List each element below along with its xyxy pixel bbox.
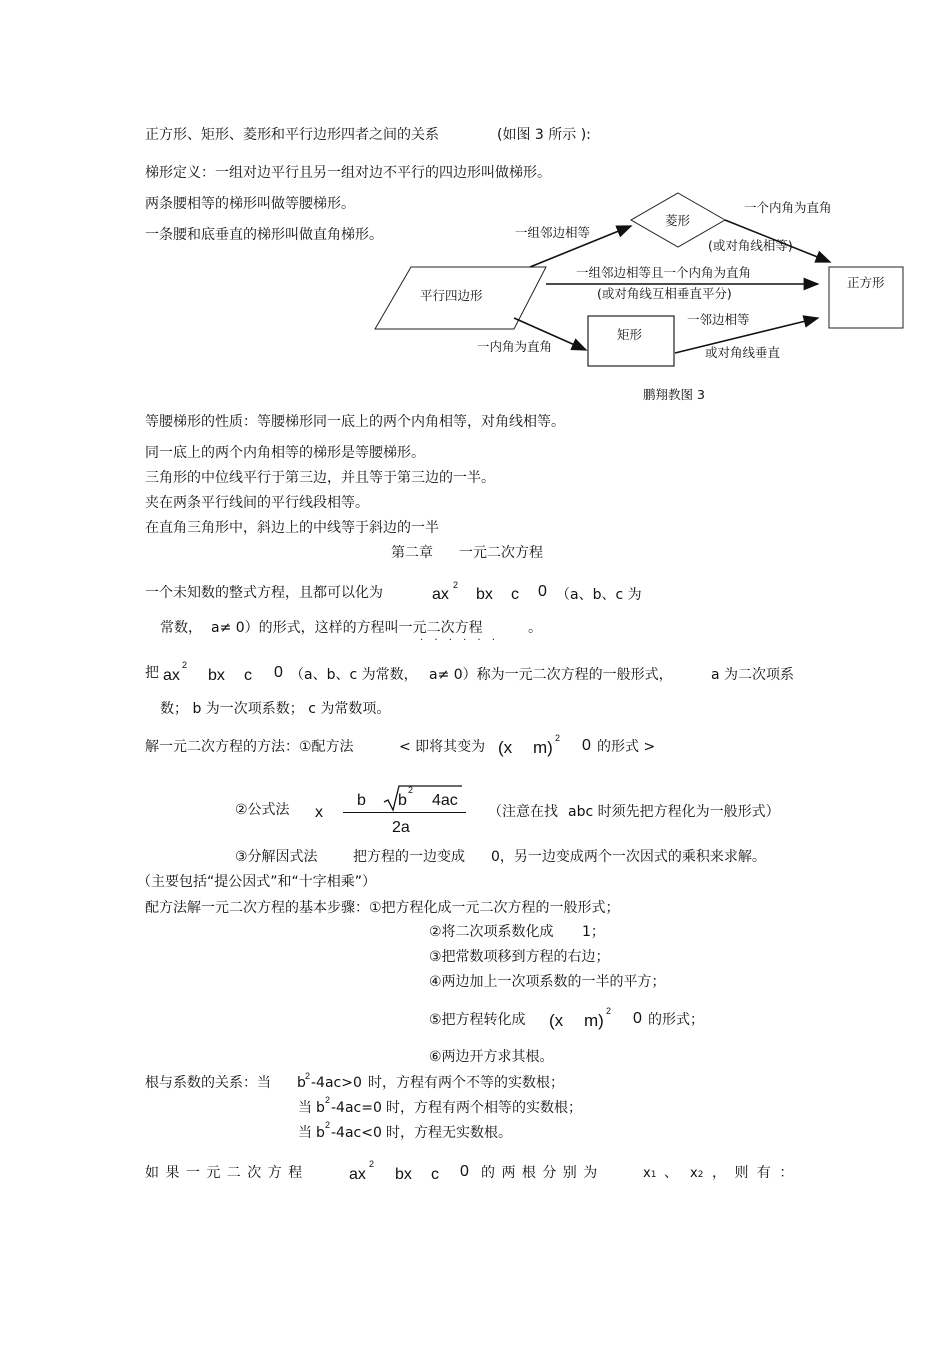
steps-lead: 配方法解一元二次方程的基本步骤：①把方程化成一元二次方程的一般形式；: [145, 900, 620, 916]
case1-b: b: [297, 1075, 306, 1091]
edge-label-p-square: 一组邻边相等且一个内角为直角: [576, 265, 752, 280]
method1-x: (x: [498, 738, 513, 757]
relation-title: 正方形、矩形、菱形和平行边形四者之间的关系: [145, 127, 439, 143]
general-form-eq-ax: ax: [163, 667, 180, 684]
general-form-eq-c: c: [244, 667, 252, 684]
step-5-x: (x: [549, 1011, 564, 1030]
method1-note: < 即将其变为: [399, 739, 486, 755]
case3-expr: -4ac<0: [331, 1125, 382, 1141]
property-4: 夹在两条平行线间的平行线段相等。: [145, 495, 369, 511]
step-5: ⑤把方程转化成: [429, 1012, 526, 1028]
method3-note: （主要包括“提公因式”和“十字相乘”）: [137, 874, 377, 890]
formula-denominator: 2a: [392, 819, 410, 836]
case1-text: 时，方程有两个不等的实数根；: [368, 1075, 564, 1091]
vieta-x1-var: x: [643, 1166, 651, 1181]
edge-label-rhombus-square-alt: (或对角线相等): [708, 238, 793, 253]
vieta-mid: 的 两 根 分 别 为: [481, 1165, 599, 1181]
step-4: ④两边加上一次项系数的一半的平方；: [429, 974, 666, 990]
edge-label-rectangle-square: 一邻边相等: [687, 312, 750, 327]
method1-zero: 0: [582, 737, 591, 754]
formula-b2: b: [398, 792, 407, 809]
method1-end: 的形式 >: [597, 739, 656, 755]
vieta-sep: 、: [664, 1165, 678, 1181]
case2-b: b: [316, 1100, 325, 1116]
vieta-eq-zero: 0: [460, 1163, 469, 1180]
rectangle-label: 矩形: [617, 327, 643, 342]
case2-text: 时，方程有两个相等的实数根；: [386, 1100, 582, 1116]
definition-eq-zero: 0: [538, 583, 547, 600]
vieta-eq-sq: 2: [369, 1159, 375, 1169]
formula-b: b: [357, 792, 366, 809]
method2-label: ②公式法: [235, 802, 290, 818]
general-form-eq-bx: bx: [208, 667, 225, 684]
vieta-lead: 如 果 一 元 二 次 方 程: [145, 1165, 304, 1181]
general-form-desc2: a≠ 0）称为一元二次方程的一般形式，: [429, 667, 673, 683]
property-1: 等腰梯形的性质：等腰梯形同一底上的两个内角相等，对角线相等。: [145, 414, 565, 430]
quadrilateral-relation-diagram: [0, 0, 950, 420]
case3-text: 时，方程无实数根。: [386, 1125, 512, 1141]
chapter-title: 一元二次方程: [459, 545, 543, 561]
method3-label: ③分解因式法: [235, 849, 318, 865]
definition-eq-ax: ax: [432, 586, 449, 603]
definition-eq-bx: bx: [476, 586, 493, 603]
vieta-x2-sub: 2: [697, 1170, 704, 1180]
definition-eq-c: c: [511, 586, 519, 603]
emphasis-dots: · · · · · ·: [420, 635, 499, 646]
formula-4ac: 4ac: [432, 792, 458, 809]
case1-sq: 2: [305, 1071, 311, 1081]
step-6: ⑥两边开方求其根。: [429, 1049, 554, 1065]
edge-label-rhombus-square: 一个内角为直角: [744, 200, 832, 215]
general-form-lead: 把: [145, 665, 159, 681]
method1-m: m): [533, 738, 553, 757]
edge-label-p-rhombus: 一组邻边相等: [515, 225, 591, 240]
step-5-sq: 2: [606, 1006, 612, 1016]
method2-note: （注意在找: [488, 804, 558, 820]
vieta-eq-bx: bx: [395, 1166, 412, 1183]
step-3: ③把常数项移到方程的右边；: [429, 949, 610, 965]
edge-label-rectangle-square-alt: 或对角线垂直: [705, 345, 781, 360]
definition-lead: 一个未知数的整式方程，且都可以化为: [145, 585, 383, 601]
case3-b: b: [316, 1125, 325, 1141]
square-label: 正方形: [847, 275, 885, 290]
formula-sq: 2: [408, 785, 414, 795]
method3-text2: 0，另一边变成两个一次因式的乘积来求解。: [491, 849, 766, 865]
step-2: ②将二次项系数化成: [429, 924, 554, 940]
step-5-zero: 0: [633, 1010, 642, 1027]
general-form-desc3: a 为二次项系: [711, 667, 795, 683]
case2-sq: 2: [325, 1095, 331, 1105]
property-2: 同一底上的两个内角相等的梯形是等腰梯形。: [145, 445, 425, 461]
definition-eq-sq: 2: [453, 580, 459, 590]
method2-note2: abc 时须先把方程化为一般形式）: [568, 804, 780, 820]
relation-ref: (如图 3 所示 ):: [497, 127, 591, 143]
right-trapezoid-definition: 一条腰和底垂直的梯形叫做直角梯形。: [145, 227, 383, 243]
vieta-end: ， 则 有 ：: [712, 1165, 796, 1181]
trapezoid-definition: 梯形定义：一组对边平行且另一组对边不平行的四边形叫做梯形。: [145, 165, 551, 181]
vieta-x2-var: x: [690, 1166, 698, 1181]
general-form-desc: （a、b、c 为常数，: [290, 667, 418, 683]
property-3: 三角形的中位线平行于第三边，并且等于第三边的一半。: [145, 470, 495, 486]
rhombus-label: 菱形: [665, 213, 691, 228]
vieta-x2: [690, 1167, 703, 1180]
definition-condition: （a、b、c 为: [556, 587, 642, 603]
figure-caption: 鹏翔教图 3: [643, 387, 705, 402]
method3-text: 把方程的一边变成: [353, 849, 465, 865]
vieta-eq-ax: ax: [349, 1166, 366, 1183]
edge-label-p-square-alt: (或对角线互相垂直平分): [597, 286, 732, 301]
formula-x: x: [315, 804, 323, 821]
general-form-eq-sq: 2: [182, 660, 188, 670]
edge-label-p-rectangle: 一内角为直角: [477, 339, 553, 354]
general-form-eq-zero: 0: [274, 664, 283, 681]
definition-line2-b: a≠ 0）的形式，这样的方程叫一元二次方程: [211, 620, 483, 636]
fraction-bar: [343, 812, 466, 813]
step-2-value: 1；: [582, 924, 605, 940]
case2-expr: -4ac=0: [331, 1100, 382, 1116]
methods-lead: 解一元二次方程的方法：①配方法: [145, 739, 354, 755]
case3-sq: 2: [325, 1120, 331, 1130]
case3-when: 当: [298, 1125, 312, 1141]
definition-line2-end: 。: [528, 620, 542, 636]
roots-lead: 根与系数的关系：当: [145, 1075, 271, 1091]
step-5-end: 的形式；: [648, 1012, 704, 1028]
property-5: 在直角三角形中，斜边上的中线等于斜边的一半: [145, 520, 439, 536]
case1-expr: -4ac>0: [311, 1075, 362, 1091]
chapter-number: 第二章: [391, 545, 433, 561]
vieta-x1-sub: 1: [650, 1170, 657, 1180]
isosceles-trapezoid-definition: 两条腰相等的梯形叫做等腰梯形。: [145, 196, 355, 212]
case2-when: 当: [298, 1100, 312, 1116]
vieta-x1: [643, 1167, 656, 1180]
vieta-eq-c: c: [431, 1166, 439, 1183]
parallelogram-label: 平行四边形: [420, 288, 483, 303]
definition-line2-a: 常数，: [160, 620, 202, 636]
step-5-m: m): [584, 1011, 604, 1030]
general-form-line2: 数； b 为一次项系数； c 为常数项。: [160, 701, 391, 717]
method1-sq: 2: [555, 733, 561, 743]
